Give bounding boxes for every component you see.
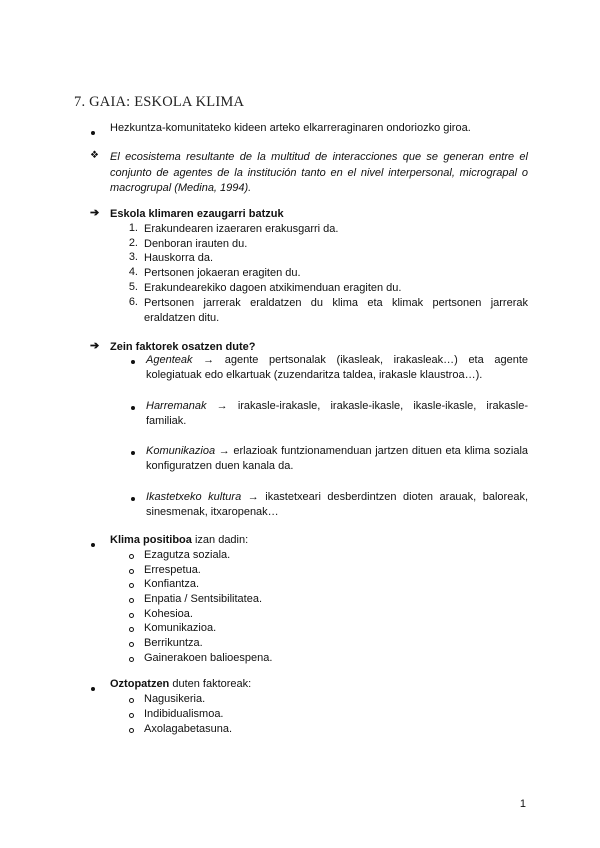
list-item: Enpatia / Sentsibilitatea. <box>144 593 263 605</box>
quote-text: El ecosistema resultante de la multitud de interacciones que se generan entre el conjunto de agentes de la institución tanto en el nivel interpersonal, micrograpal o macrogrupal (Medina, 1994). <box>110 151 528 194</box>
circle-bullet-icon <box>129 657 134 662</box>
list-item: Konfiantza. <box>144 578 200 590</box>
factor-item <box>146 490 528 520</box>
list-item: Hauskorra da. <box>144 252 214 264</box>
positive-heading-rest: izan dadin: <box>191 534 249 546</box>
positive-heading-bold: Klima positiboa <box>110 534 192 546</box>
factor-arrow: → <box>216 400 228 412</box>
list-number: 2. <box>128 237 138 249</box>
factor-arrow: → <box>247 491 259 503</box>
bullet-icon <box>91 687 95 691</box>
circle-bullet-icon <box>129 642 134 647</box>
page-title: 7. GAIA: ESKOLA KLIMA <box>74 94 245 110</box>
list-item: Pertsonen jarrerak eraldatzen du klima eta klimak pertsonen jarrerak eraldatzen ditu. <box>144 297 528 324</box>
circle-bullet-icon <box>129 728 134 733</box>
factor-text: erlazioak funtzionamenduan jartzen dituen eta klima soziala konfiguratzen duen kanala da. <box>146 445 529 472</box>
circle-bullet-icon <box>129 613 134 618</box>
list-item: Erakundearen izaeraren erakusgarri da. <box>144 223 339 235</box>
characteristics-heading: Eskola klimaren ezaugarri batzuk <box>110 208 284 220</box>
circle-bullet-icon <box>129 627 134 632</box>
intro-text: Hezkuntza-komunitateko kideen arteko elkarreraginaren ondoriozko giroa. <box>110 122 471 134</box>
bullet-icon <box>131 451 135 455</box>
list-item: Ezagutza soziala. <box>144 549 231 561</box>
factor-term: Harremanak <box>146 400 207 412</box>
list-item: Komunikazioa. <box>144 622 217 634</box>
bullet-icon <box>131 406 135 410</box>
list-number: 3. <box>128 251 138 263</box>
list-number: 1. <box>128 222 138 234</box>
list-item: Errespetua. <box>144 564 201 576</box>
obstacles-heading-bold: Oztopatzen <box>110 678 170 690</box>
circle-bullet-icon <box>129 569 134 574</box>
circle-bullet-icon <box>129 554 134 559</box>
arrow-right-icon: ➔ <box>90 340 100 352</box>
diamond-bullet-icon: ❖ <box>90 150 99 161</box>
positive-heading <box>110 533 248 548</box>
circle-bullet-icon <box>129 713 134 718</box>
bullet-icon <box>91 543 95 547</box>
list-item: Erakundearekiko dagoen atxikimenduan eragiten du. <box>144 282 402 294</box>
circle-bullet-icon <box>129 598 134 603</box>
list-item: Denboran irauten du. <box>144 238 248 250</box>
bullet-icon <box>131 497 135 501</box>
factor-term: Ikastetxeko kultura <box>146 491 242 503</box>
list-number: 5. <box>128 281 138 293</box>
factor-term: Agenteak <box>146 354 193 366</box>
list-item: Gainerakoen balioespena. <box>144 652 273 664</box>
factor-arrow: → <box>203 354 215 366</box>
factor-term: Komunikazioa <box>146 445 216 457</box>
arrow-right-icon: ➔ <box>90 207 100 219</box>
list-item: Indibidualismoa. <box>144 708 224 720</box>
obstacles-heading <box>110 677 251 692</box>
factor-arrow: → <box>218 445 230 457</box>
list-number: 4. <box>128 266 138 278</box>
bullet-icon <box>91 131 95 135</box>
factor-text: agente pertsonalak (ikasleak, irakasleak…) eta agente kolegiatuak edo elkartuak (zuzendaritza taldea, irakasle klaustroa…). <box>146 354 529 381</box>
circle-bullet-icon <box>129 698 134 703</box>
list-number: 6. <box>128 296 138 308</box>
list-item: Axolagabetasuna. <box>144 723 233 735</box>
list-item: Pertsonen jokaeran eragiten du. <box>144 267 301 279</box>
factor-item <box>146 399 528 429</box>
factors-heading: Zein faktorek osatzen dute? <box>110 341 256 353</box>
bullet-icon <box>131 360 135 364</box>
list-item: Nagusikeria. <box>144 693 206 705</box>
page-number: 1 <box>519 798 526 810</box>
circle-bullet-icon <box>129 583 134 588</box>
factor-item <box>146 353 528 383</box>
factor-text: ikastetxeari desberdintzen dioten arauak, baloreak, sinesmenak, itxaropenak… <box>146 491 528 518</box>
obstacles-heading-rest: duten faktoreak: <box>169 678 252 690</box>
factor-item <box>146 444 528 474</box>
list-item: Berrikuntza. <box>144 637 203 649</box>
factor-text: irakasle-irakasle, irakasle-ikasle, ikasle-ikasle, irakasle-familiak. <box>146 400 529 427</box>
list-item: Kohesioa. <box>144 608 193 620</box>
